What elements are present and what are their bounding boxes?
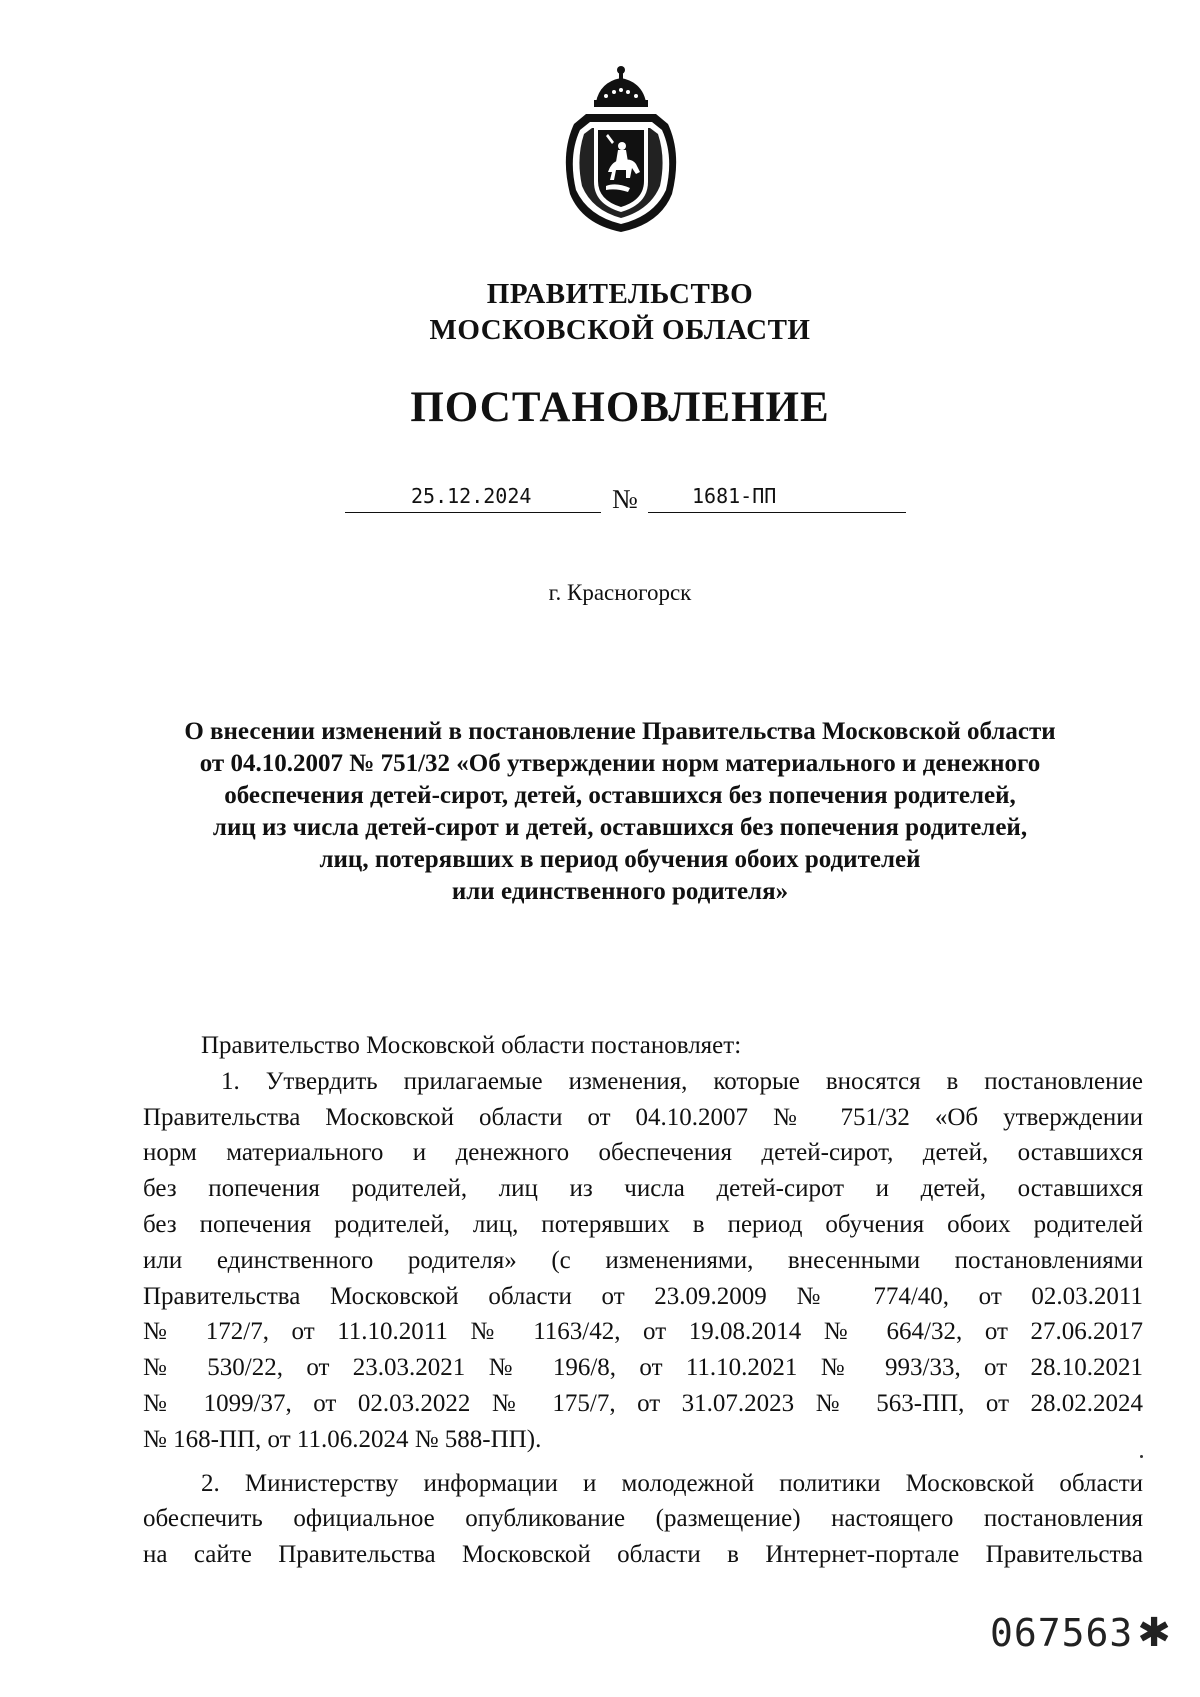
paragraph-2-line: на сайте Правительства Московской области в Интернет-портале Правительства bbox=[143, 1541, 1143, 1569]
paragraph-2-line: обеспечить официальное опубликование (размещение) настоящего постановления bbox=[143, 1505, 1143, 1533]
org-name-line2: МОСКОВСКОЙ ОБЛАСТИ bbox=[429, 314, 811, 346]
title-line: лиц из числа детей-сирот и детей, оставшихся без попечения родителей, bbox=[212, 814, 1028, 841]
paragraph-2-line: 2. Министерству информации и молодежной политики Московской области bbox=[201, 1469, 1143, 1497]
paragraph-1-line: или единственного родителя» (с изменениями, внесенными постановлениями bbox=[143, 1246, 1143, 1274]
document-number: 1681-ПП bbox=[692, 484, 777, 508]
paragraph-1-line: № 530/22, от 23.03.2021 № 196/8, от 11.10.2021 № 993/33, от 28.10.2021 bbox=[143, 1354, 1143, 1382]
document-date: 25.12.2024 bbox=[411, 484, 532, 508]
title-line: обеспечения детей-сирот, детей, оставшихся без попечения родителей, bbox=[224, 782, 1016, 809]
city-name: г. Красногорск bbox=[548, 580, 692, 605]
paragraph-1-line: № 1099/37, от 02.03.2022 № 175/7, от 31.07.2023 № 563-ПП, от 28.02.2024 bbox=[143, 1389, 1143, 1417]
document-title bbox=[135, 716, 1105, 908]
paragraph-1-line: № 168-ПП, от 11.06.2024 № 588-ПП). bbox=[143, 1425, 542, 1453]
date-field bbox=[345, 478, 601, 513]
number-sign: № bbox=[612, 484, 638, 514]
paragraph-1-line: Правительства Московской области от 04.10.2007 № 751/32 «Об утверждении bbox=[143, 1103, 1143, 1131]
serial-number bbox=[990, 1610, 1172, 1656]
intro-paragraph: Правительство Московской области постановляет: bbox=[201, 1032, 742, 1059]
paragraph-1-line: 1. Утвердить прилагаемые изменения, которые вносятся в постановление bbox=[221, 1067, 1143, 1095]
paragraph-1-line: норм материального и денежного обеспечения детей-сирот, детей, оставшихся bbox=[143, 1139, 1143, 1167]
paragraph-1-line: Правительства Московской области от 23.09.2009 № 774/40, от 02.03.2011 bbox=[143, 1282, 1143, 1310]
title-line: от 04.10.2007 № 751/32 «Об утверждении норм материального и денежного bbox=[199, 750, 1041, 777]
paragraph-1-line: без попечения родителей, лиц из числа детей-сирот и детей, оставшихся bbox=[143, 1175, 1143, 1203]
title-line: лиц, потерявших в период обучения обоих родителей bbox=[319, 846, 921, 873]
org-name-line1: ПРАВИТЕЛЬСТВО bbox=[486, 278, 754, 310]
paragraph-1-line: без попечения родителей, лиц, потерявших в период обучения обоих родителей bbox=[143, 1210, 1143, 1238]
scan-dot bbox=[1140, 1455, 1143, 1458]
number-field bbox=[648, 478, 906, 513]
title-line: О внесении изменений в постановление Правительства Московской области bbox=[184, 718, 1056, 745]
moscow-oblast-coat-of-arms-icon bbox=[556, 64, 686, 234]
document-body bbox=[143, 1028, 1143, 1573]
serial-digits: 067563 bbox=[990, 1611, 1134, 1655]
paragraph-1-line: № 172/7, от 11.10.2011 № 1163/42, от 19.08.2014 № 664/32, от 27.06.2017 bbox=[143, 1318, 1143, 1346]
serial-star-icon: ✱ bbox=[1137, 1610, 1172, 1656]
title-line: или единственного родителя» bbox=[451, 878, 789, 905]
document-type: ПОСТАНОВЛЕНИЕ bbox=[410, 384, 830, 431]
